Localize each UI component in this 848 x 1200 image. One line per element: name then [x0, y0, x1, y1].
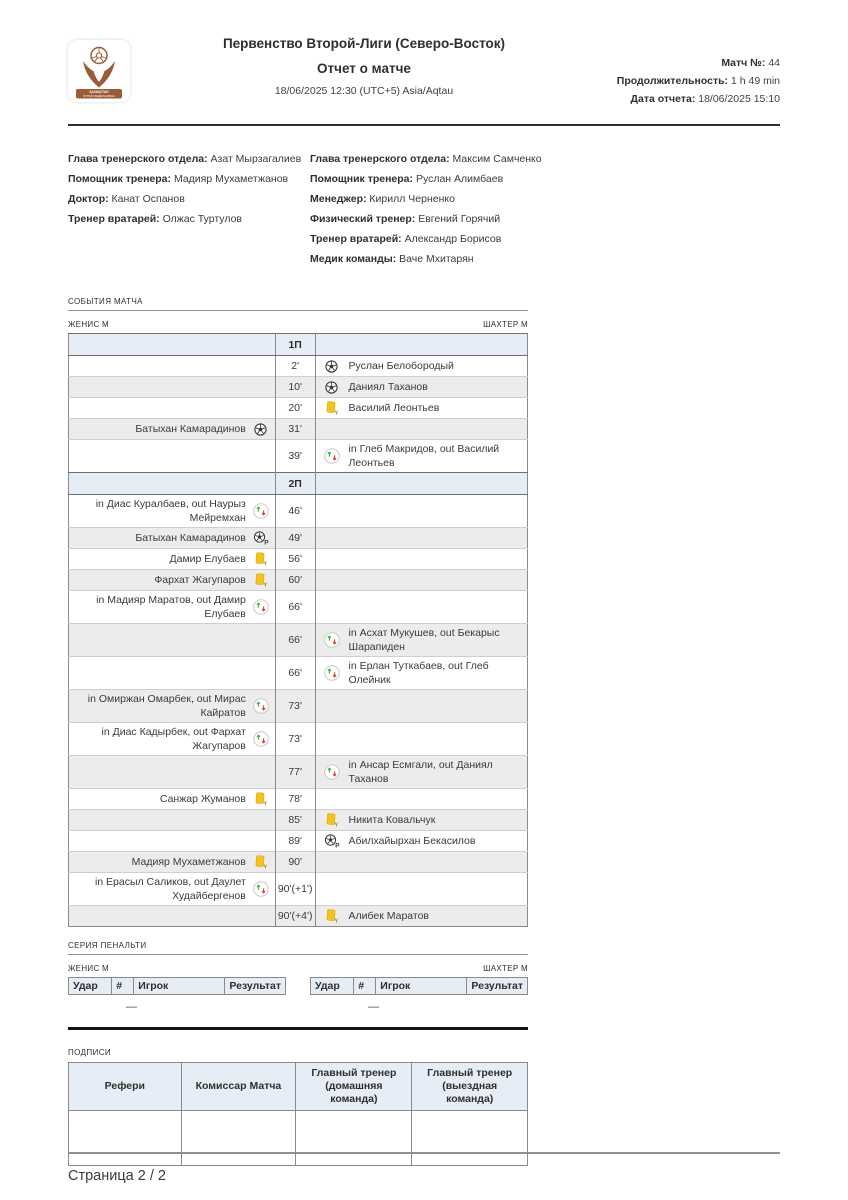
staff-line — [310, 229, 552, 249]
staff-role-label: Глава тренерского отдела: — [310, 153, 450, 165]
substitution-icon — [324, 665, 340, 681]
penalties-section-title: СЕРИЯ ПЕНАЛЬТИ — [68, 941, 147, 950]
substitution-icon — [253, 881, 269, 897]
event-time: 77' — [275, 756, 315, 789]
event-time: 39' — [275, 440, 315, 473]
event-player-text: Дамир Елубаев — [169, 553, 246, 565]
event-time: 66' — [275, 591, 315, 624]
penalty-table-away — [310, 977, 528, 995]
header-divider — [68, 124, 780, 126]
substitution-icon — [324, 632, 340, 648]
svg-text:Y: Y — [263, 864, 267, 869]
staff-role-label: Медик команды: — [310, 253, 397, 265]
event-player-text: in Ансар Есмгали, out Даниял Таханов — [348, 759, 493, 785]
substitution-icon — [253, 503, 269, 519]
header-meta — [617, 54, 780, 108]
event-row — [69, 356, 528, 377]
logo-text-line1: ҚАЗАҚСТАН — [89, 90, 109, 95]
signature-col-referee: Рефери — [69, 1063, 182, 1111]
event-row — [69, 570, 528, 591]
event-time: 78' — [275, 789, 315, 810]
svg-text:Y: Y — [263, 561, 267, 566]
svg-text:Y: Y — [263, 801, 267, 806]
staff-line — [68, 189, 310, 209]
events-table — [68, 333, 528, 927]
home-team-name: ЖЕНИС М — [68, 320, 110, 329]
match-datetime: 18/06/2025 12:30 (UTC+5) Asia/Aqtau — [274, 85, 454, 97]
svg-text:P: P — [334, 842, 340, 848]
event-time: 46' — [275, 495, 315, 528]
signature-col-away-coach: Главный тренер (выездная команда) — [412, 1063, 528, 1111]
penalty-block-away — [310, 977, 528, 1013]
event-time: 89' — [275, 831, 315, 852]
penalty-col-result: Результат — [225, 978, 286, 995]
svg-text:Y: Y — [334, 918, 338, 923]
event-player-text: Даниял Таханов — [348, 381, 428, 393]
staff-role-label: Менеджер: — [310, 193, 367, 205]
penalties-section-rule — [68, 954, 528, 955]
events-section-rule — [68, 310, 528, 311]
yellow-card-icon — [324, 812, 340, 828]
event-row — [69, 624, 528, 657]
event-time: 2' — [275, 356, 315, 377]
svg-text:P: P — [264, 539, 269, 545]
event-row — [69, 810, 528, 831]
signature-col-home-coach: Главный тренер (домашняя команда) — [296, 1063, 412, 1111]
report-date-line — [617, 90, 780, 108]
match-number-line — [617, 54, 780, 72]
penalty-block-home — [68, 977, 286, 1013]
staff-role-label: Тренер вратарей: — [310, 233, 402, 245]
goal-icon — [324, 379, 340, 395]
period-label: 2П — [275, 473, 315, 495]
report-date-label: Дата отчета: — [630, 93, 696, 105]
event-time: 60' — [275, 570, 315, 591]
staff-line — [68, 149, 310, 169]
yellow-card-icon — [324, 400, 340, 416]
penalty-col-player: Игрок — [134, 978, 225, 995]
away-team-name: ШАХТЕР М — [483, 320, 528, 329]
event-row — [69, 852, 528, 873]
staff-role-label: Помощник тренера: — [310, 173, 414, 185]
event-player-text: Фархат Жагупаров — [154, 574, 246, 586]
yellow-card-icon — [324, 908, 340, 924]
report-header — [68, 30, 780, 110]
event-time: 66' — [275, 657, 315, 690]
event-row — [69, 549, 528, 570]
event-time: 31' — [275, 419, 315, 440]
penalty-col-number: # — [112, 978, 134, 995]
staff-home — [68, 149, 310, 269]
penalties-away-team-name: ШАХТЕР М — [483, 964, 528, 973]
events-section-title: СОБЫТИЯ МАТЧА — [68, 297, 143, 306]
match-number-label: Матч №: — [721, 57, 766, 69]
staff-person-name: Максим Самченко — [449, 153, 542, 165]
staff-person-name: Кирилл Черненко — [366, 193, 455, 205]
event-row — [69, 690, 528, 723]
yellow-card-icon — [253, 551, 269, 567]
event-player-text: Никита Ковальчук — [348, 814, 436, 826]
staff-person-name: Евгений Горячий — [415, 213, 501, 225]
event-time: 90' — [275, 852, 315, 873]
duration-value: 1 h 49 min — [730, 75, 780, 87]
penalty-col-shot: Удар — [311, 978, 354, 995]
substitution-icon — [324, 764, 340, 780]
signatures-section — [68, 1048, 780, 1166]
staff-person-name: Канат Оспанов — [108, 193, 185, 205]
event-row — [69, 789, 528, 810]
substitution-icon — [253, 731, 269, 747]
event-player-text: Абилхайырхан Бекасилов — [348, 835, 476, 847]
event-player-text: in Омиржан Омарбек, out Мирас Кайратов — [87, 693, 246, 719]
federation-logo — [68, 40, 130, 102]
staff-away — [310, 149, 552, 269]
event-player-text: Санжар Жуманов — [159, 793, 246, 805]
event-row — [69, 591, 528, 624]
staff-line — [68, 209, 310, 229]
staff-line — [310, 169, 552, 189]
report-title: Отчет о матче — [317, 61, 411, 76]
events-table-body — [69, 334, 528, 927]
staff-role-label: Тренер вратарей: — [68, 213, 160, 225]
event-row — [69, 419, 528, 440]
penalty-home-empty: — — [126, 1001, 137, 1013]
event-player-text: in Ерлан Туткабаев, out Глеб Олейник — [348, 660, 489, 686]
event-player-text: in Диас Куралбаев, out Наурыз Мейремхан — [95, 498, 246, 524]
staff-line — [68, 169, 310, 189]
event-time: 66' — [275, 624, 315, 657]
svg-text:Y: Y — [334, 822, 338, 827]
signatures-table — [68, 1062, 528, 1166]
event-row — [69, 398, 528, 419]
svg-text:Y: Y — [334, 410, 338, 415]
event-player-text: Батыхан Камарадинов — [135, 532, 246, 544]
yellow-card-icon — [253, 854, 269, 870]
event-player-text: Мадияр Мухаметжанов — [131, 856, 246, 868]
penalty-col-number: # — [354, 978, 376, 995]
competition-title: Первенство Второй-Лиги (Северо-Восток) — [222, 36, 506, 51]
event-row — [69, 657, 528, 690]
substitution-icon — [324, 448, 340, 464]
yellow-card-icon — [253, 791, 269, 807]
event-row — [69, 873, 528, 906]
event-time: 85' — [275, 810, 315, 831]
yellow-card-icon — [253, 572, 269, 588]
staff-person-name: Руслан Алимбаев — [413, 173, 504, 185]
period-header-row — [69, 334, 528, 356]
staff-role-label: Глава тренерского отдела: — [68, 153, 208, 165]
page-number: Страница 2 / 2 — [68, 1168, 166, 1184]
staff-line — [310, 149, 552, 169]
period-label: 1П — [275, 334, 315, 356]
staff-person-name: Ваче Мхитарян — [396, 253, 474, 265]
penalty-away-empty: — — [368, 1001, 379, 1013]
signature-col-commissioner: Комиссар Матча — [181, 1063, 296, 1111]
goal-icon — [324, 358, 340, 374]
penalty-goal-icon — [324, 833, 340, 849]
goal-icon — [253, 421, 269, 437]
penalty-table-home — [68, 977, 286, 995]
header-titles — [138, 30, 590, 97]
penalty-col-player: Игрок — [376, 978, 467, 995]
event-time: 73' — [275, 690, 315, 723]
event-player-text: Алибек Маратов — [348, 910, 430, 922]
event-time: 49' — [275, 528, 315, 549]
event-player-text: in Асхат Мукушев, out Бекарыс Шарапиден — [348, 627, 500, 653]
penalty-goal-icon — [253, 530, 269, 546]
staff-role-label: Физический тренер: — [310, 213, 416, 225]
event-row — [69, 723, 528, 756]
event-row — [69, 756, 528, 789]
event-player-text: in Глеб Макридов, out Василий Леонтьев — [348, 443, 500, 469]
logo-text-line2: ФУТБОЛ ФЕДЕРАЦИЯСЫ — [83, 94, 115, 98]
event-player-text: in Диас Кадырбек, out Фархат Жагупаров — [101, 726, 246, 752]
event-row — [69, 528, 528, 549]
staff-person-name: Александр Борисов — [401, 233, 502, 245]
substitution-icon — [253, 698, 269, 714]
event-time: 90'(+4') — [275, 906, 315, 927]
penalties-section — [68, 941, 780, 1030]
events-section — [68, 297, 780, 927]
events-teams-row — [68, 320, 528, 329]
signatures-section-title: ПОДПИСИ — [68, 1048, 112, 1057]
staff-person-name: Мадияр Мухаметжанов — [171, 173, 289, 185]
event-player-text: Василий Леонтьев — [348, 402, 440, 414]
event-row — [69, 831, 528, 852]
penalties-bottom-rule — [68, 1027, 528, 1030]
event-time: 56' — [275, 549, 315, 570]
event-row — [69, 440, 528, 473]
federation-logo-icon — [68, 40, 130, 102]
duration-line — [617, 72, 780, 90]
event-row — [69, 906, 528, 927]
penalty-tables — [68, 977, 528, 1013]
event-player-text: in Ерасыл Саликов, out Даулет Худайбергенов — [94, 876, 246, 902]
event-player-text: in Мадияр Маратов, out Дамир Елубаев — [96, 594, 246, 620]
staff-role-label: Помощник тренера: — [68, 173, 172, 185]
staff-person-name: Азат Мырзагалиев — [207, 153, 302, 165]
event-row — [69, 495, 528, 528]
report-date-value: 18/06/2025 15:10 — [698, 93, 780, 105]
event-player-text: Руслан Белобородый — [348, 360, 454, 372]
event-time: 73' — [275, 723, 315, 756]
staff-role-label: Доктор: — [68, 193, 109, 205]
event-player-text: Батыхан Камарадинов — [135, 423, 246, 435]
penalty-col-shot: Удар — [69, 978, 112, 995]
staff-section — [68, 149, 780, 269]
staff-line — [310, 209, 552, 229]
svg-text:Y: Y — [263, 582, 267, 587]
staff-line — [310, 189, 552, 209]
page-footer — [68, 1152, 780, 1184]
staff-person-name: Олжас Туртулов — [159, 213, 242, 225]
event-time: 10' — [275, 377, 315, 398]
period-header-row — [69, 473, 528, 495]
duration-label: Продолжительность: — [616, 75, 729, 87]
penalty-col-result: Результат — [467, 978, 528, 995]
staff-line — [310, 249, 552, 269]
penalties-home-team-name: ЖЕНИС М — [68, 964, 110, 973]
match-number-value: 44 — [768, 57, 780, 69]
event-row — [69, 377, 528, 398]
substitution-icon — [253, 599, 269, 615]
penalties-teams-row — [68, 964, 528, 973]
event-time: 90'(+1') — [275, 873, 315, 906]
event-time: 20' — [275, 398, 315, 419]
